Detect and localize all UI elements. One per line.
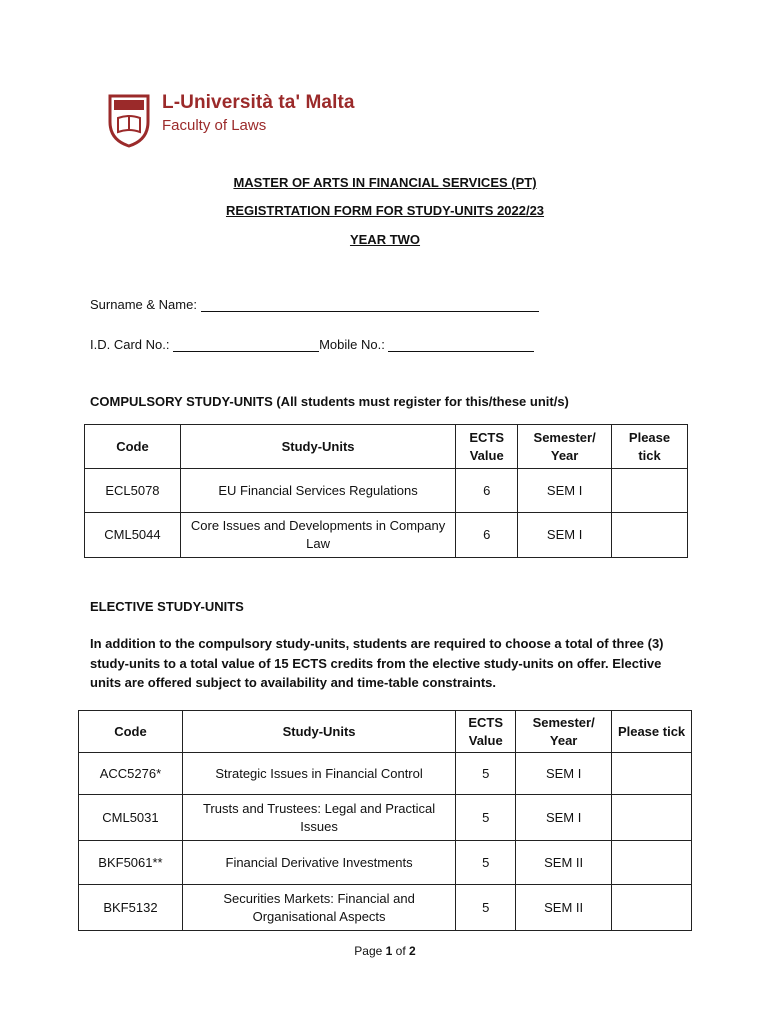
header-semester: Semester/ Year (516, 711, 612, 753)
tick-box[interactable] (612, 753, 692, 795)
unit-code: ACC5276* (79, 753, 183, 795)
unit-title: Financial Derivative Investments (182, 841, 455, 885)
header-study-units: Study-Units (182, 711, 455, 753)
table-row (79, 885, 692, 931)
tick-box[interactable] (612, 513, 688, 558)
unit-code: BKF5132 (79, 885, 183, 931)
header-tick: Please tick (612, 425, 688, 469)
unit-semester: SEM II (516, 885, 612, 931)
table-row (79, 795, 692, 841)
name-field[interactable] (201, 298, 539, 312)
compulsory-title: COMPULSORY STUDY-UNITS (All students must register for this/these unit/s) (90, 394, 569, 409)
name-field-row (90, 297, 539, 312)
unit-title: EU Financial Services Regulations (180, 469, 455, 513)
name-label: Surname & Name: (90, 297, 197, 312)
unit-code: CML5044 (85, 513, 181, 558)
unit-ects: 5 (456, 795, 516, 841)
unit-semester: SEM I (516, 753, 612, 795)
year-title: YEAR TWO (349, 232, 421, 247)
page-total: 2 (409, 944, 416, 958)
form-title: REGISTRTATION FORM FOR STUDY-UNITS 2022/23 (225, 203, 545, 218)
unit-title: Core Issues and Developments in Company Law (180, 513, 455, 558)
faculty-name: Faculty of Laws (162, 117, 267, 134)
crest-icon (104, 92, 154, 148)
compulsory-table (84, 424, 688, 558)
tick-box[interactable] (612, 795, 692, 841)
unit-title: Trusts and Trustees: Legal and Practical Issues (182, 795, 455, 841)
unit-semester: SEM I (518, 513, 612, 558)
table-row (85, 469, 688, 513)
table-row (79, 841, 692, 885)
page-footer (0, 944, 770, 958)
unit-semester: SEM I (518, 469, 612, 513)
elective-intro: In addition to the compulsory study-units, students are required to choose a total of three (3) study-units to a total value of 15 ECTS credits from the elective study-units on offer. Elective units are offered subject to availability and time-table constraints. (90, 636, 664, 690)
unit-ects: 5 (456, 753, 516, 795)
university-logo (104, 92, 364, 152)
university-name: L-Università ta' Malta (162, 92, 355, 113)
programme-title: MASTER OF ARTS IN FINANCIAL SERVICES (PT) (233, 175, 537, 190)
table-header-row (79, 711, 692, 753)
id-label: I.D. Card No.: (90, 337, 170, 352)
unit-ects: 5 (456, 841, 516, 885)
tick-box[interactable] (612, 885, 692, 931)
table-header-row (85, 425, 688, 469)
header-ects: ECTS Value (456, 711, 516, 753)
table-row (79, 753, 692, 795)
header-study-units: Study-Units (180, 425, 455, 469)
page-number: 1 (385, 944, 393, 958)
tick-box[interactable] (612, 469, 688, 513)
unit-ects: 5 (456, 885, 516, 931)
mobile-label: Mobile No.: (319, 337, 385, 352)
unit-semester: SEM II (516, 841, 612, 885)
header-code: Code (85, 425, 181, 469)
id-card-field[interactable] (173, 338, 319, 352)
page-word: Page (354, 944, 383, 958)
tick-box[interactable] (612, 841, 692, 885)
unit-code: CML5031 (79, 795, 183, 841)
header-code: Code (79, 711, 183, 753)
header-semester: Semester/ Year (518, 425, 612, 469)
unit-title: Securities Markets: Financial and Organisational Aspects (182, 885, 455, 931)
table-row (85, 513, 688, 558)
of-word: of (395, 944, 406, 958)
unit-ects: 6 (456, 469, 518, 513)
unit-ects: 6 (456, 513, 518, 558)
unit-code: ECL5078 (85, 469, 181, 513)
elective-table (78, 710, 692, 931)
id-mobile-field-row (90, 337, 534, 352)
unit-code: BKF5061** (79, 841, 183, 885)
unit-title: Strategic Issues in Financial Control (182, 753, 455, 795)
header-ects: ECTS Value (456, 425, 518, 469)
unit-semester: SEM I (516, 795, 612, 841)
elective-title: ELECTIVE STUDY-UNITS (90, 599, 244, 614)
mobile-field[interactable] (388, 338, 534, 352)
header-tick: Please tick (612, 711, 692, 753)
